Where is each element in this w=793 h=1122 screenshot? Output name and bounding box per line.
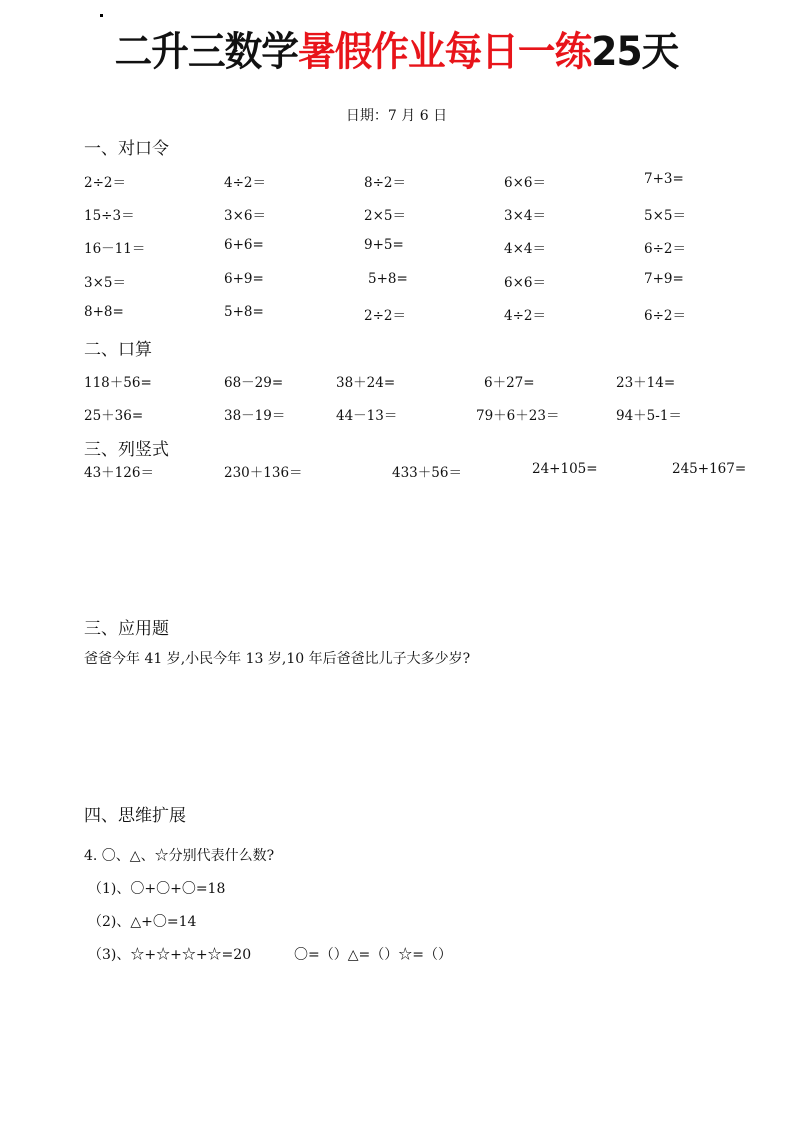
- drill-item: 6+6=: [224, 237, 264, 253]
- drill-item: 3×4＝: [504, 208, 546, 224]
- mental-math-item: 118＋56=: [84, 375, 152, 391]
- drill-item: 8+8=: [84, 304, 124, 320]
- mental-math-item: 68－29=: [224, 375, 284, 391]
- drill-item: 4×4＝: [504, 241, 546, 257]
- drill-item: 4÷2＝: [224, 175, 266, 191]
- drill-item: 2÷2＝: [364, 308, 406, 324]
- drill-item: 7+9=: [644, 271, 684, 287]
- section-heading-thinking: 四、思维扩展: [84, 806, 186, 826]
- drill-item: 2×5＝: [364, 208, 406, 224]
- drill-item: 3×5＝: [84, 275, 126, 291]
- mental-math-item: 38－19＝: [224, 408, 286, 424]
- drill-item: 6+9=: [224, 271, 264, 287]
- word-problem-text: 爸爸今年 41 岁,小民今年 13 岁,10 年后爸爸比儿子大多少岁?: [84, 651, 471, 667]
- vertical-calc-item: 24+105=: [532, 461, 598, 477]
- vertical-calc-item: 43＋126＝: [84, 465, 154, 481]
- drill-item: 8÷2＝: [364, 175, 406, 191]
- thinking-equation-1: （1)、〇+〇+〇=18: [88, 881, 226, 897]
- mental-math-item: 38＋24=: [336, 375, 396, 391]
- title-part-grade: 二升三数学: [114, 29, 298, 75]
- mental-math-item: 94＋5-1＝: [616, 408, 682, 424]
- drill-item: 3×6＝: [224, 208, 266, 224]
- drill-item: 5+8=: [224, 304, 264, 320]
- drill-item: 6÷2＝: [644, 308, 686, 324]
- mental-math-item: 23＋14=: [616, 375, 676, 391]
- section-heading-vertical-calc: 三、列竖式: [84, 440, 169, 460]
- mental-math-item: 6＋27=: [484, 375, 535, 391]
- section-heading-oral-drill: 一、对口令: [84, 139, 169, 159]
- drill-item: 15÷3＝: [84, 208, 135, 224]
- drill-item: 2÷2＝: [84, 175, 126, 191]
- drill-item: 16－11＝: [84, 241, 146, 257]
- mental-math-item: 79＋6＋23＝: [476, 408, 560, 424]
- corner-dot-mark: [100, 14, 103, 17]
- thinking-equation-3: （3)、☆+☆+☆+☆=20: [88, 947, 252, 963]
- thinking-question: 4. 〇、△、☆分别代表什么数?: [84, 848, 275, 864]
- thinking-answer-blanks: 〇=（）△=（）☆=（）: [294, 947, 452, 963]
- drill-item: 6÷2＝: [644, 241, 686, 257]
- drill-item: 5×5＝: [644, 208, 686, 224]
- vertical-calc-item: 245+167=: [672, 461, 747, 477]
- mental-math-item: 44－13＝: [336, 408, 398, 424]
- vertical-calc-item: 433＋56＝: [392, 465, 462, 481]
- vertical-calc-item: 230＋136＝: [224, 465, 303, 481]
- date-line: 日期：7 月 6 日: [345, 108, 448, 124]
- drill-item: 5+8=: [368, 271, 408, 287]
- title-part-days: 25天: [591, 29, 679, 75]
- page-title: [24, 26, 769, 78]
- drill-item: 7+3=: [644, 171, 684, 187]
- mental-math-item: 25＋36=: [84, 408, 144, 424]
- thinking-equation-2: （2)、△+〇=14: [88, 914, 197, 930]
- drill-item: 6×6＝: [504, 275, 546, 291]
- drill-item: 6×6＝: [504, 175, 546, 191]
- drill-item: 4÷2＝: [504, 308, 546, 324]
- section-heading-word-problem: 三、应用题: [84, 619, 169, 639]
- drill-item: 9+5=: [364, 237, 404, 253]
- section-heading-mental-math: 二、口算: [84, 340, 152, 360]
- title-part-homework: 暑假作业每日一练: [297, 29, 592, 75]
